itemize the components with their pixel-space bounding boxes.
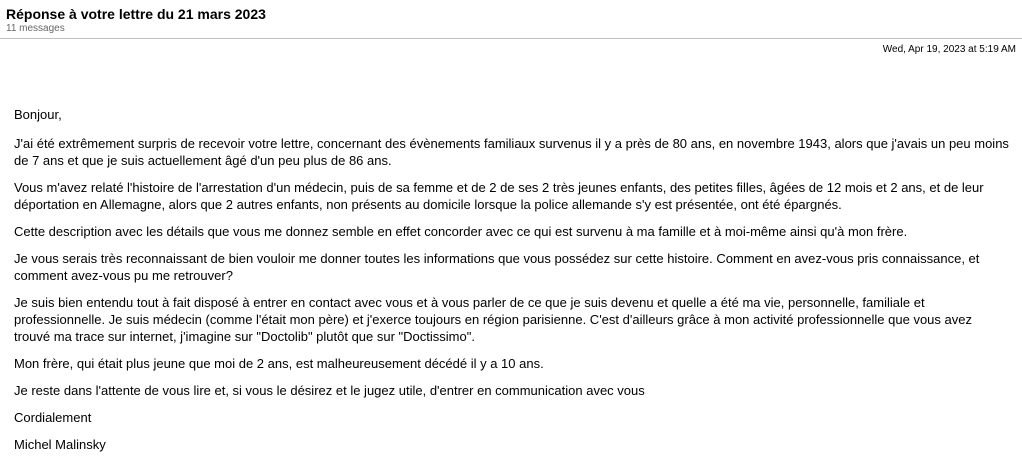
body-paragraph: Vous m'avez relaté l'histoire de l'arrestation d'un médecin, puis de sa femme et de 2 de ses 2 très jeunes enfants, des petites filles, âgées de 12 mois et 2 ans, et de leur déportation en Allemagne, alors que 2 autres enfants, non présents au domicile lorsque la police allemande s'y est présentée, ont été épargnés. bbox=[14, 180, 984, 212]
body-paragraph: Je suis bien entendu tout à fait disposé à entrer en contact avec vous et à vous parler de ce que je suis devenu et quelle a été ma vie, personnelle, familiale et professionnelle. Je suis médecin (comme l'était mon père) et j'exerce toujours en région parisienne. C'est d'ailleurs grâce à mon activité professionnelle que vous avez trouvé ma trace sur internet, j'imagine sur "Doctolib" plutôt que sur "Doctissimo". bbox=[14, 295, 972, 344]
header-divider bbox=[0, 38, 1022, 39]
email-header bbox=[6, 6, 1018, 35]
body-paragraph: Mon frère, qui était plus jeune que moi de 2 ans, est malheureusement décédé il y a 10 ans. bbox=[14, 356, 544, 371]
message-count: 11 messages bbox=[6, 23, 65, 34]
body-paragraph: Cette description avec les détails que vous me donnez semble en effet concorder avec ce qui est survenu à ma famille et à moi-même ainsi qu'à mon frère. bbox=[14, 224, 908, 239]
email-subject: Réponse à votre lettre du 21 mars 2023 bbox=[6, 6, 266, 22]
body-paragraph: Je reste dans l'attente de vous lire et, si vous le désirez et le jugez utile, d'entrer en communication avec vous bbox=[14, 383, 645, 398]
closing: Cordialement bbox=[14, 410, 92, 425]
message-body bbox=[14, 106, 1010, 463]
body-paragraph: J'ai été extrêmement surpris de recevoir votre lettre, concernant des évènements familiaux survenus il y a près de 80 ans, en novembre 1943, alors que j'avais un peu moins de 7 ans et que je suis actuellement âgé d'un peu plus de 86 ans. bbox=[14, 136, 1009, 168]
message-date: Wed, Apr 19, 2023 at 5:19 AM bbox=[882, 44, 1016, 55]
body-paragraph: Je vous serais très reconnaissant de bien vouloir me donner toutes les informations que vous possédez sur cette histoire. Comment en avez-vous pris connaissance, et comment avez-vous pu me retrouver? bbox=[14, 251, 980, 283]
signature: Michel Malinsky bbox=[14, 437, 106, 452]
greeting: Bonjour, bbox=[14, 107, 62, 122]
